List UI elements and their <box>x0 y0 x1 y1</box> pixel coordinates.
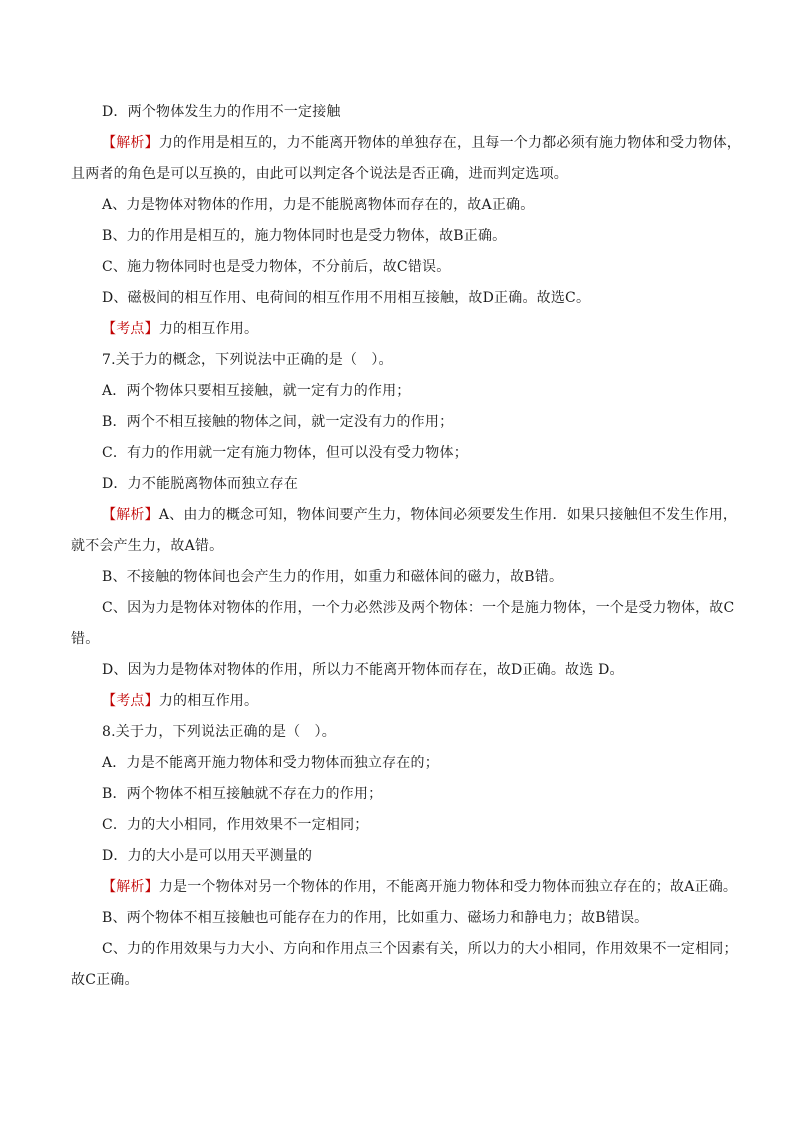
point-line <box>71 314 731 345</box>
text: B．两个物体不相互接触就不存在力的作用； <box>102 786 383 802</box>
text: B、不接触的物体间也会产生力的作用，如重力和磁体间的磁力，故B错。 <box>102 569 564 585</box>
option-line <box>71 252 731 283</box>
text: 力的相互作用。 <box>158 321 259 337</box>
analysis-line <box>71 872 738 903</box>
text: A．力是不能离开施力物体和受力物体而独立存在的； <box>102 755 439 771</box>
continuation-line <box>71 624 731 655</box>
option-line <box>71 221 731 252</box>
text: C、施力物体同时也是受力物体，不分前后，故C错误。 <box>102 259 451 275</box>
question-line <box>71 717 731 748</box>
text: 力的相互作用。 <box>158 693 259 709</box>
text: 力是一个物体对另一个物体的作用，不能离开施力物体和受力物体而独立存在的；故A正确。 <box>158 879 738 895</box>
text: D．力不能脱离物体而独立存在 <box>102 476 299 492</box>
text: 力的作用是相互的，力不能离开物体的单独存在，且每一个力都必须有施力物体和受力物体， <box>158 135 742 151</box>
text: A、力是物体对物体的作用，力是不能脱离物体而存在的，故A正确。 <box>102 197 535 213</box>
option-line <box>71 655 731 686</box>
analysis-tag: 【解析】 <box>102 879 159 895</box>
analysis-line <box>71 500 738 531</box>
text: C．有力的作用就一定有施力物体，但可以没有受力物体； <box>102 445 468 461</box>
text: A、由力的概念可知，物体间要产生力，物体间必须要发生作用．如果只接触但不发生作用， <box>158 507 738 523</box>
text: A．两个物体只要相互接触，就一定有力的作用； <box>102 383 411 399</box>
point-line <box>71 686 731 717</box>
text: 且两者的角色是可以互换的，由此可以判定各个说法是否正确，进而判定选项。 <box>71 166 568 182</box>
text: C、因为力是物体对物体的作用，一个力必然涉及两个物体：一个是施力物体，一个是受力物体，故C <box>102 600 735 616</box>
option-line <box>71 562 731 593</box>
continuation-line <box>71 159 731 190</box>
text: C．力的大小相同，作用效果不一定相同； <box>102 817 369 833</box>
option-line <box>71 469 731 500</box>
analysis-tag: 【解析】 <box>102 135 159 151</box>
point-tag: 【考点】 <box>102 693 159 709</box>
text: B、力的作用是相互的，施力物体同时也是受力物体，故B正确。 <box>102 228 507 244</box>
text: D、因为力是物体对物体的作用，所以力不能离开物体而存在，故D正确。故选 D。 <box>102 662 624 678</box>
option-line <box>71 779 731 810</box>
text: D．力的大小是可以用天平测量的 <box>102 848 313 864</box>
continuation-line <box>71 965 731 996</box>
analysis-tag: 【解析】 <box>102 507 159 523</box>
text: C、力的作用效果与力大小、方向和作用点三个因素有关，所以力的大小相同，作用效果不一定相同； <box>102 941 738 957</box>
option-line <box>71 593 735 624</box>
text: 7.关于力的概念，下列说法中正确的是（ ）。 <box>102 352 393 368</box>
continuation-line <box>71 531 731 562</box>
option-line <box>71 190 731 221</box>
text: B、两个物体不相互接触也可能存在力的作用，比如重力、磁场力和静电力；故B错误。 <box>102 910 649 926</box>
text: D．两个物体发生力的作用不一定接触 <box>102 104 341 120</box>
text: 就不会产生力，故A错。 <box>71 538 224 554</box>
option-line <box>71 407 731 438</box>
question-line <box>71 345 731 376</box>
analysis-line <box>71 128 742 159</box>
option-line <box>71 97 731 128</box>
option-line <box>71 748 731 779</box>
option-line <box>71 376 731 407</box>
option-line <box>71 934 738 965</box>
option-line <box>71 841 731 872</box>
option-line <box>71 810 731 841</box>
text: 8.关于力，下列说法正确的是（ ）。 <box>102 724 336 740</box>
text: 故C正确。 <box>71 972 139 988</box>
text: D、磁极间的相互作用、电荷间的相互作用不用相互接触，故D正确。故选C。 <box>102 290 591 306</box>
point-tag: 【考点】 <box>102 321 159 337</box>
option-line <box>71 438 731 469</box>
option-line <box>71 903 731 934</box>
text: B．两个不相互接触的物体之间，就一定没有力的作用； <box>102 414 454 430</box>
option-line <box>71 283 731 314</box>
document-page <box>71 97 742 996</box>
text: 错。 <box>71 631 100 647</box>
